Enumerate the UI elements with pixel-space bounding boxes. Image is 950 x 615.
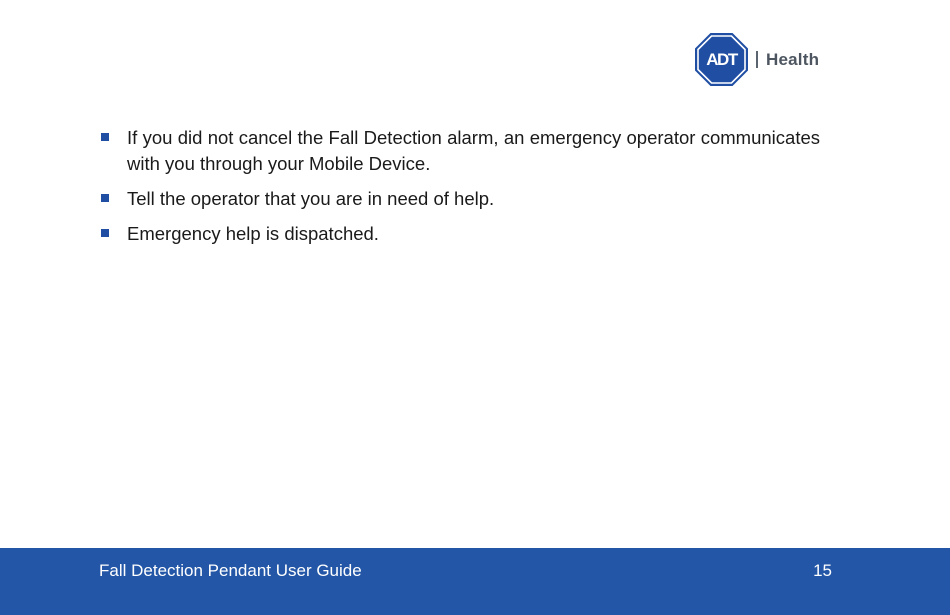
list-item-text: Emergency help is dispatched.	[127, 223, 379, 244]
instruction-list	[100, 125, 820, 256]
adt-health-logo	[695, 33, 819, 86]
list-item	[100, 125, 820, 177]
logo-health-text: Health	[766, 49, 820, 69]
logo-divider	[756, 51, 758, 68]
list-item-text: If you did not cancel the Fall Detection alarm, an emergency operator communicates with you through your Mobile Device.	[127, 127, 820, 174]
list-item-text: Tell the operator that you are in need of help.	[127, 188, 495, 209]
page-footer	[0, 548, 950, 615]
svg-text:ADT: ADT	[706, 50, 737, 69]
square-bullet-icon	[101, 133, 109, 141]
square-bullet-icon	[101, 229, 109, 237]
list-item	[100, 221, 820, 247]
footer-title: Fall Detection Pendant User Guide	[99, 561, 362, 580]
page-number: 15	[813, 561, 832, 580]
list-item	[100, 186, 820, 212]
square-bullet-icon	[101, 194, 109, 202]
adt-octagon-logo-icon	[695, 33, 748, 86]
